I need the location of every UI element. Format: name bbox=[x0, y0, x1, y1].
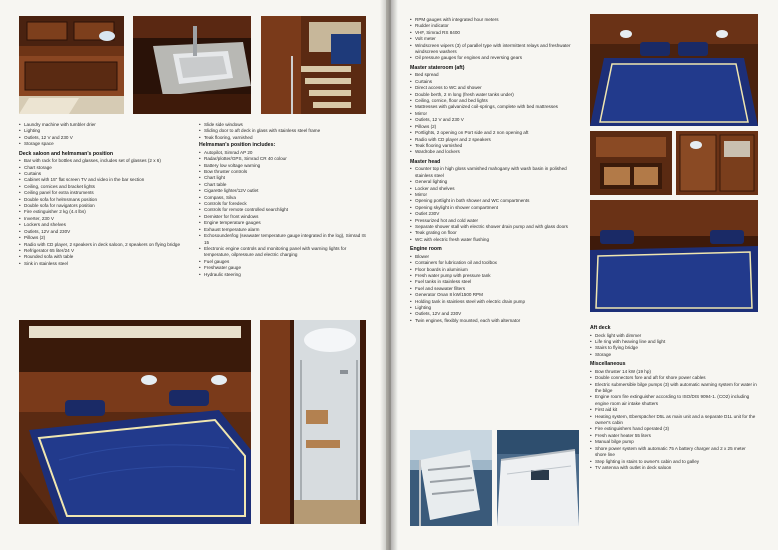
page-gutter bbox=[380, 0, 398, 550]
intro-list bbox=[199, 122, 367, 141]
list-item: • Mattresses with galvanized coil-springs, complete with bed mattresses bbox=[410, 104, 578, 110]
list-item: • Outlet 230V bbox=[410, 211, 578, 217]
list-item: • Teak grating on floor bbox=[410, 230, 578, 236]
list-item: • Double sofa for navigators position bbox=[19, 203, 184, 209]
list-item: • Ceiling, cornices and bracket lights bbox=[19, 184, 184, 190]
list-item: • Cabinet with 15" flat screen TV and video in the bar section bbox=[19, 177, 184, 183]
list-item: • Bow thruster controls bbox=[199, 169, 367, 175]
list-item: • Engine room fire extinguisher according to ISO/DIS 9094-1. (CO2) including engine room air intake shutters bbox=[590, 394, 758, 407]
section-heading: Helmsman's position includes: bbox=[199, 142, 276, 149]
list-item: • Locker and shelves bbox=[410, 186, 578, 192]
list-item: • Fresh water pump with pressure tank bbox=[410, 273, 578, 279]
right-text-col-2 bbox=[590, 325, 758, 471]
list-item: • Storage bbox=[590, 352, 758, 358]
photo-foredeck bbox=[497, 430, 579, 526]
list-item: • Laundry machine with tumbler drier bbox=[19, 122, 184, 128]
miscellaneous-list bbox=[590, 369, 758, 472]
photo-master-bed-top bbox=[590, 14, 758, 126]
list-item: • Electronic engine controls and monitoring panel with warning lights for temperature, oilpressure and electric charging bbox=[199, 246, 367, 259]
list-item: • Rounded sofa with table bbox=[19, 254, 184, 260]
deck-saloon-list bbox=[19, 158, 184, 267]
list-item: • Mirror bbox=[410, 111, 578, 117]
list-item: • Battery low voltage warning bbox=[199, 163, 367, 169]
photo-guest-cabin-bed bbox=[19, 320, 251, 524]
helmsman-list bbox=[199, 150, 367, 278]
list-item: • Direct access to WC and shower bbox=[410, 85, 578, 91]
list-item: • Lighting bbox=[410, 305, 578, 311]
list-item: • Life ring with heaving line and light bbox=[590, 339, 758, 345]
list-item: • Fire extinguishers hand operated (3) bbox=[590, 426, 758, 432]
list-item: • Fuel and seawater filters bbox=[410, 286, 578, 292]
list-item: • Counter top in high gloss varnished mahogany with wash basin in polished stainless steel bbox=[410, 166, 578, 179]
list-item: • Chart storage bbox=[19, 165, 184, 171]
list-item: • Volt meter bbox=[410, 36, 578, 42]
list-item: • Step lighting in stairs to owner's cabin and to galley bbox=[590, 459, 758, 465]
list-item: • Engine temperature gauges bbox=[199, 220, 367, 226]
left-text-col-2 bbox=[199, 122, 367, 278]
list-item: • Bed spread bbox=[410, 72, 578, 78]
engine-room-list bbox=[410, 254, 578, 324]
list-item: • Oil pressure gauges for engines and reversing gears bbox=[410, 55, 578, 61]
list-item: • WC with electric fresh water flushing bbox=[410, 237, 578, 243]
list-item: • Cigarette lighter/12V outlet bbox=[199, 188, 367, 194]
list-item: • Chart table bbox=[199, 182, 367, 188]
section-heading: Aft deck bbox=[590, 325, 611, 331]
list-item: • Controls for remote controlled searchlight bbox=[199, 207, 367, 213]
list-item: • Ceiling panel for extra instruments bbox=[19, 190, 184, 196]
photo-laundry-cabinet bbox=[19, 16, 124, 114]
list-item: • Pillows (2) bbox=[410, 124, 578, 130]
list-item: • Double berth, 2 m long (fresh water tanks under) bbox=[410, 92, 578, 98]
photo-master-lockers bbox=[676, 131, 758, 195]
right-page bbox=[391, 0, 778, 550]
photo-stairway bbox=[261, 16, 366, 114]
section-heading: Master stateroom (aft) bbox=[410, 64, 465, 71]
list-item: • Rudder indicator bbox=[410, 23, 578, 29]
list-item: • Hydraulic steering bbox=[199, 272, 367, 278]
list-item: • Lighting bbox=[19, 128, 184, 134]
list-item: • Generator Onan 8 kW/1500 RPM bbox=[410, 292, 578, 298]
list-item: • Bar with rack for bottles and glasses, includes set of glasses (2 x 6) bbox=[19, 158, 184, 164]
master-head-list bbox=[410, 166, 578, 243]
list-item: • Pressurized hot and cold water bbox=[410, 218, 578, 224]
list-item: • Outlets, 12V and 230V bbox=[19, 229, 184, 235]
photo-master-desk bbox=[590, 131, 672, 195]
list-item: • TV antenna with outlet in deck saloon bbox=[590, 465, 758, 471]
list-item: • Fuel gauges bbox=[199, 259, 367, 265]
list-item: • Double connectors fore and aft for shore power cables bbox=[590, 375, 758, 381]
list-item: • Portlights, 2 opening on Port side and 2 non opening aft bbox=[410, 130, 578, 136]
list-item: • Electric submersible bilge pumps (3) with automatic warning system for water in the bilge bbox=[590, 382, 758, 395]
list-item: • Bow thruster 14 kW (19 hp) bbox=[590, 369, 758, 375]
photo-shower-stall bbox=[260, 320, 366, 524]
aft-deck-list bbox=[590, 333, 758, 359]
list-item: • Windscreen wipers (3) of parallel type with intermittent relays and freshwater windscreen washers bbox=[410, 43, 578, 56]
list-item: • Sink in stainless steel bbox=[19, 261, 184, 267]
list-item: • Fuel tanks in stainless steel bbox=[410, 279, 578, 285]
left-text-col-1 bbox=[19, 122, 184, 267]
list-item: • Double sofa for helmsmans position bbox=[19, 197, 184, 203]
list-item: • Ceiling, cornice, floor and bed lights bbox=[410, 98, 578, 104]
list-item: • Deck light with dimmer bbox=[590, 333, 758, 339]
master-stateroom-list bbox=[410, 72, 578, 155]
list-item: • Lockers and shelves bbox=[19, 222, 184, 228]
list-item: • Opening skylight in shower compartment bbox=[410, 205, 578, 211]
list-item: • Refrigerator 65 liter/24 V bbox=[19, 248, 184, 254]
list-item: • First aid kit bbox=[590, 407, 758, 413]
list-item: • Outlets, 12V and 230V bbox=[410, 311, 578, 317]
section-heading: Deck saloon and helmsman's position bbox=[19, 150, 114, 157]
list-item: • Opening portlight in both shower and WC compartments bbox=[410, 198, 578, 204]
list-item: • Storage space bbox=[19, 141, 184, 147]
list-item: • Radio with CD player, 2 speakers in deck saloon, 2 speakers on flying bridge bbox=[19, 242, 184, 248]
right-text-col-1 bbox=[410, 17, 578, 324]
list-item: • Echosounder/log (seawater temperature gauge integrated in the log), Simrad IS 15 bbox=[199, 233, 367, 246]
section-heading: Engine room bbox=[410, 246, 442, 253]
list-item: • Radar/plotter/GPS, Simrad CR 40 colour bbox=[199, 156, 367, 162]
section-heading: Master head bbox=[410, 158, 441, 165]
list-item: • VHF, Simrad RS 8400 bbox=[410, 30, 578, 36]
photo-flybridge-stairs bbox=[410, 430, 492, 526]
list-item: • Stairs to flying bridge bbox=[590, 345, 758, 351]
photo-master-bed-bottom bbox=[590, 200, 758, 312]
photo-galley-sink bbox=[133, 16, 251, 114]
list-item: • Teak flooring, varnished bbox=[199, 135, 367, 141]
list-item: • Blower bbox=[410, 254, 578, 260]
left-page bbox=[0, 0, 386, 550]
list-item: • Outlets, 12 V and 230 V bbox=[19, 135, 184, 141]
list-item: • Wardrobe and lockers bbox=[410, 149, 578, 155]
list-item: • Curtains bbox=[19, 171, 184, 177]
list-item: • Autopilot, Simrad AP 20 bbox=[199, 150, 367, 156]
list-item: • Controls for foredeck bbox=[199, 201, 367, 207]
section-heading: Miscellaneous bbox=[590, 361, 626, 368]
list-item: • Chart light bbox=[199, 175, 367, 181]
list-item: • Exhaust temperature alarm bbox=[199, 227, 367, 233]
list-item: • General lighting bbox=[410, 179, 578, 185]
list-item: • Containers for lubrication oil and toolbox bbox=[410, 260, 578, 266]
list-item: • Curtains bbox=[410, 79, 578, 85]
intro-list bbox=[19, 122, 184, 148]
list-item: • Manual bilge pump bbox=[590, 439, 758, 445]
list-item: • Heating system, Eberspächer D5L as main unit and a separate D1L unit for the owner's cabin bbox=[590, 414, 758, 427]
intro-list bbox=[410, 17, 578, 62]
list-item: • Sliding door to aft deck in glass with stainless steel frame bbox=[199, 128, 367, 134]
list-item: • Outlets, 12 V and 230 V bbox=[410, 117, 578, 123]
list-item: • Slide side windows bbox=[199, 122, 367, 128]
list-item: • Shore power system with automatic 75 A battery charger and 2 x 25 meter shore line bbox=[590, 446, 758, 459]
list-item: • RPM gauges with integrated hour meters bbox=[410, 17, 578, 23]
list-item: • Radio with CD player and 2 speakers bbox=[410, 137, 578, 143]
list-item: • Holding tank in stainless steel with electric drain pump bbox=[410, 299, 578, 305]
list-item: • Teak flooring varnished bbox=[410, 143, 578, 149]
list-item: • Fire extinguisher 2 kg (4.4 lbs) bbox=[19, 209, 184, 215]
list-item: • Pillows (2) bbox=[19, 235, 184, 241]
list-item: • Demister for front windows bbox=[199, 214, 367, 220]
list-item: • Fresh water heater 55 liters bbox=[590, 433, 758, 439]
list-item: • Twin engines, flexibly mounted, each with alternator bbox=[410, 318, 578, 324]
list-item: • Freshwater gauge bbox=[199, 265, 367, 271]
list-item: • Separate shower stall with electric shower drain pump and with glass doors bbox=[410, 224, 578, 230]
list-item: • Compass, Silva bbox=[199, 195, 367, 201]
list-item: • Floor boards in aluminium bbox=[410, 267, 578, 273]
list-item: • Mirror bbox=[410, 192, 578, 198]
list-item: • Inverter, 230 V bbox=[19, 216, 184, 222]
